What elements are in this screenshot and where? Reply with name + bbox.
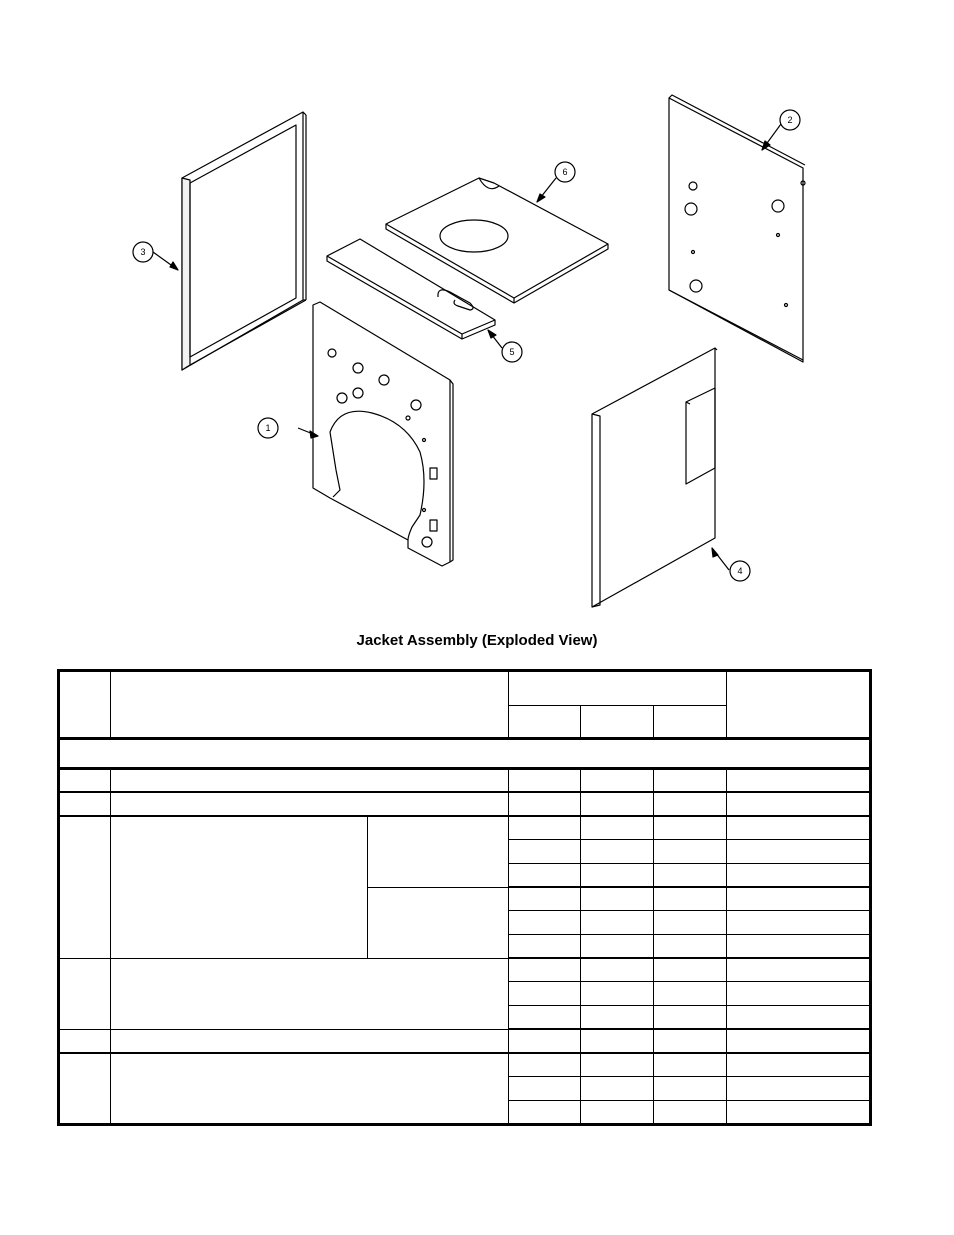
table-row — [59, 769, 871, 793]
table-row — [59, 792, 871, 816]
callout-1: 1 — [265, 423, 271, 433]
header-model-3 — [654, 706, 727, 739]
header-description — [111, 671, 508, 739]
callout-5: 5 — [509, 347, 515, 357]
part-4-side-door-panel — [592, 348, 717, 607]
table-row — [59, 816, 871, 840]
callout-3: 3 — [140, 247, 146, 257]
figure-caption: Jacket Assembly (Exploded View) — [356, 632, 598, 649]
header-models — [508, 671, 727, 706]
callout-2: 2 — [787, 115, 793, 125]
header-model-1 — [508, 706, 580, 739]
part-2-rear-panel — [669, 95, 805, 362]
header-model-2 — [580, 706, 653, 739]
table-row — [59, 1053, 871, 1077]
part-1-front-panel — [313, 302, 453, 566]
table-row — [59, 1029, 871, 1053]
header-part-no — [727, 671, 871, 739]
header-item-no — [59, 671, 111, 739]
table-row — [59, 958, 871, 982]
part-3-side-panel — [182, 112, 306, 370]
section-label — [59, 739, 871, 769]
parts-table — [57, 669, 872, 1126]
callout-4: 4 — [737, 566, 743, 576]
callout-6: 6 — [562, 167, 568, 177]
